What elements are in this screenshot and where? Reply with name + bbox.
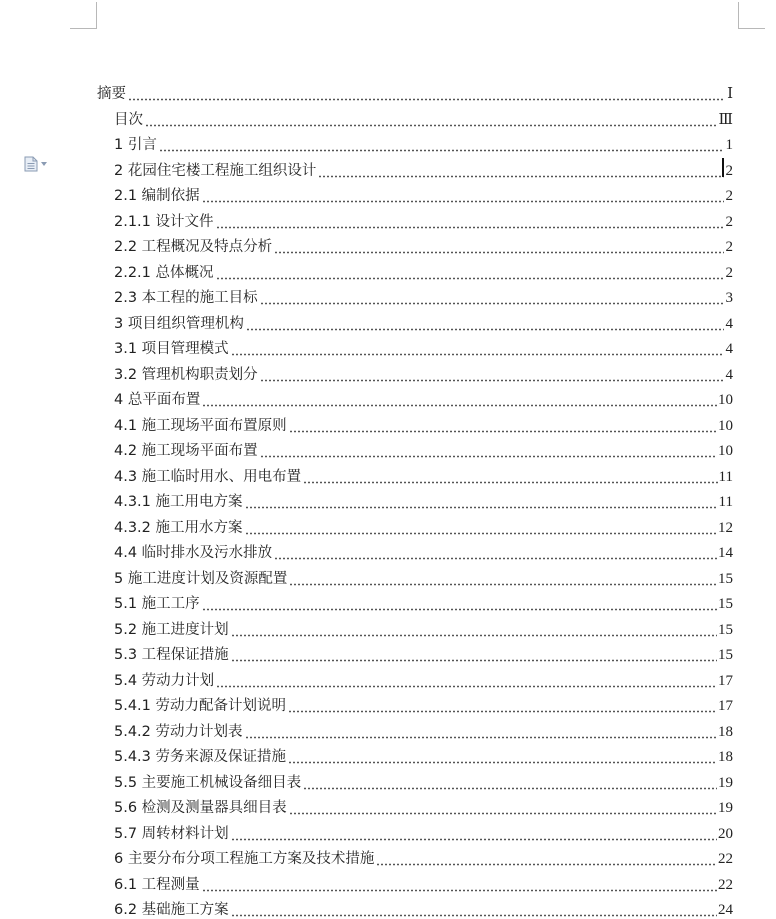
toc-entry[interactable] (114, 209, 733, 231)
text-cursor (722, 158, 724, 177)
dot-leader (289, 417, 717, 435)
dot-leader (245, 519, 717, 537)
toc-entry-page-number: 15 (718, 621, 733, 638)
dot-leader (231, 901, 717, 919)
chevron-down-icon (41, 162, 47, 166)
toc-entry[interactable] (114, 107, 733, 129)
toc-entry-title: 2.1 编制依据 (114, 188, 200, 204)
crop-mark-top-left (70, 2, 97, 29)
toc-entry-title: 5.4.1 劳动力配备计划说明 (114, 698, 287, 714)
dot-leader (274, 238, 724, 256)
toc-entry-title: 6.2 基础施工方案 (114, 902, 229, 918)
toc-entry[interactable] (114, 413, 733, 435)
dot-leader (231, 646, 717, 664)
toc-entry-page-number: 17 (718, 698, 733, 714)
toc-entry-title: 5 施工进度计划及资源配置 (114, 570, 288, 587)
toc-entry-page-number: 10 (718, 417, 733, 434)
crop-mark-top-right (738, 2, 765, 29)
toc-entry-page-number: 17 (718, 672, 733, 689)
toc-entry-title: 2.3 本工程的施工目标 (114, 290, 258, 306)
dot-leader (288, 697, 717, 715)
toc-entry[interactable] (114, 872, 733, 894)
toc-entry-title: 4.1 施工现场平面布置原则 (114, 417, 287, 434)
toc-entry[interactable] (114, 464, 733, 486)
dot-leader (128, 85, 724, 103)
toc-entry-title: 2 花园住宅楼工程施工组织设计 (114, 162, 317, 179)
toc-entry[interactable] (114, 719, 733, 741)
toc-entry[interactable] (114, 387, 733, 409)
document-icon (24, 156, 38, 172)
toc-entry[interactable] (114, 693, 733, 715)
toc-entry[interactable] (114, 158, 733, 180)
dot-leader (202, 391, 717, 409)
dot-leader (274, 544, 717, 562)
toc-entry-title: 3 项目组织管理机构 (114, 315, 244, 332)
toc-entry-title: 4.3.2 施工用水方案 (114, 519, 243, 536)
toc-entry-title: 摘要 (97, 86, 126, 102)
toc-entry-page-number: 18 (718, 723, 733, 740)
dot-leader (216, 672, 717, 690)
dot-leader (202, 187, 724, 205)
toc-entry-title: 5.4.2 劳动力计划表 (114, 723, 243, 740)
toc-entry-page-number: 15 (718, 647, 733, 663)
dot-leader (260, 442, 717, 460)
toc-entry-page-number: 22 (718, 851, 733, 867)
toc-entry[interactable] (114, 591, 733, 613)
toc-entry-title: 4.4 临时排水及污水排放 (114, 545, 273, 561)
toc-entry-page-number: 11 (718, 468, 733, 485)
dot-leader (318, 162, 724, 180)
toc-entry-title: 3.2 管理机构职责划分 (114, 366, 258, 383)
toc-entry-title: 4.2 施工现场平面布置 (114, 443, 258, 459)
dot-leader (303, 468, 717, 486)
dot-leader (245, 493, 718, 511)
toc-entry-title: 3.1 项目管理模式 (114, 341, 229, 357)
toc-entry[interactable] (114, 438, 733, 460)
toc-entry[interactable] (114, 515, 733, 537)
toc-entry-title: 5.4.3 劳务来源及保证措施 (114, 749, 287, 765)
toc-entry[interactable] (114, 897, 733, 919)
dot-leader (231, 825, 717, 843)
toc-entry-page-number: 19 (718, 774, 733, 791)
dot-leader (246, 315, 724, 333)
toc-entry-page-number: 14 (718, 545, 733, 561)
toc-entry-title: 1 引言 (114, 137, 157, 153)
toc-entry-page-number: 18 (718, 749, 733, 765)
toc-entry-title: 6.1 工程测量 (114, 876, 200, 893)
toc-entry-title: 5.1 施工工序 (114, 596, 200, 612)
dot-leader (216, 264, 724, 282)
toc-entry-page-number: Ⅰ (727, 86, 733, 102)
dot-leader (260, 289, 724, 307)
toc-entry-title: 5.4 劳动力计划 (114, 672, 215, 689)
toc-entry-page-number: 2 (725, 213, 733, 230)
dot-leader (288, 748, 717, 766)
toc-entry-page-number: 4 (725, 366, 733, 383)
toc-entry-page-number: 10 (718, 392, 733, 408)
dot-leader (289, 570, 717, 588)
dot-leader (245, 723, 717, 741)
toc-entry-title: 2.2.1 总体概况 (114, 264, 214, 281)
toc-entry[interactable] (114, 795, 733, 817)
toc-entry-title: 5.2 施工进度计划 (114, 621, 229, 638)
dot-leader (216, 213, 724, 231)
toc-entry-title: 5.5 主要施工机械设备细目表 (114, 774, 302, 791)
toc-entry[interactable] (114, 540, 733, 562)
toc-entry-title: 5.6 检测及测量器具细目表 (114, 800, 287, 816)
toc-entry-title: 2.2 工程概况及特点分析 (114, 239, 273, 255)
toc-entry[interactable] (114, 362, 733, 384)
toc-entry[interactable] (97, 81, 733, 103)
toc-entry-page-number: Ⅲ (718, 111, 733, 128)
toc-entry-page-number: 2 (725, 239, 733, 255)
toc-entry-page-number: 2 (725, 188, 733, 204)
dot-leader (289, 799, 717, 817)
dot-leader (145, 111, 718, 129)
toc-entry[interactable] (114, 668, 733, 690)
toc-entry[interactable] (114, 642, 733, 664)
toc-entry-page-number: 24 (718, 902, 733, 918)
toc-entry[interactable] (114, 260, 733, 282)
toc-entry-page-number: 22 (718, 876, 733, 893)
toc-entry-page-number: 15 (718, 570, 733, 587)
toc-entry-title: 4.3 施工临时用水、用电布置 (114, 468, 302, 485)
toc-entry-page-number: 3 (725, 290, 733, 306)
toc-entry[interactable] (114, 770, 733, 792)
toc-entry-page-number: 12 (718, 519, 733, 536)
toc-entry-page-number: 2 (725, 162, 733, 179)
toc-entry-page-number: 11 (718, 494, 733, 510)
toc-entry[interactable] (114, 566, 733, 588)
dot-leader (260, 366, 724, 384)
toc-entry-title: 目次 (114, 111, 143, 128)
toc-entry[interactable] (114, 234, 733, 256)
toc-entry[interactable] (114, 285, 733, 307)
dot-leader (202, 876, 717, 894)
dot-leader (231, 621, 717, 639)
dot-leader (202, 595, 717, 613)
paragraph-options-icon[interactable] (24, 156, 54, 172)
toc-entry-page-number: 19 (718, 800, 733, 816)
toc-entry-page-number: 4 (725, 315, 733, 332)
toc-entry[interactable] (114, 617, 733, 639)
toc-entry[interactable] (114, 336, 733, 358)
toc-entry[interactable] (114, 132, 733, 154)
toc-entry-page-number: 2 (725, 264, 733, 281)
toc-entry-title: 2.1.1 设计文件 (114, 213, 214, 230)
dot-leader (159, 136, 724, 154)
dot-leader (231, 340, 724, 358)
toc-entry[interactable] (114, 183, 733, 205)
toc-entry-title: 4 总平面布置 (114, 392, 201, 408)
toc-entry[interactable] (114, 821, 733, 843)
toc-entry[interactable] (114, 846, 733, 868)
toc-entry-title: 4.3.1 施工用电方案 (114, 494, 243, 510)
toc-entry[interactable] (114, 311, 733, 333)
toc-entry[interactable] (114, 489, 733, 511)
dot-leader (376, 850, 717, 868)
toc-entry-page-number: 1 (725, 137, 733, 153)
toc-entry-title: 6 主要分布分项工程施工方案及技术措施 (114, 851, 375, 867)
toc-entry[interactable] (114, 744, 733, 766)
toc-entry-title: 5.3 工程保证措施 (114, 647, 229, 663)
dot-leader (303, 774, 717, 792)
toc-entry-page-number: 15 (718, 596, 733, 612)
toc-entry-page-number: 4 (725, 341, 733, 357)
toc-entry-page-number: 10 (718, 443, 733, 459)
toc-entry-title: 5.7 周转材料计划 (114, 825, 229, 842)
toc-entry-page-number: 20 (718, 825, 733, 842)
